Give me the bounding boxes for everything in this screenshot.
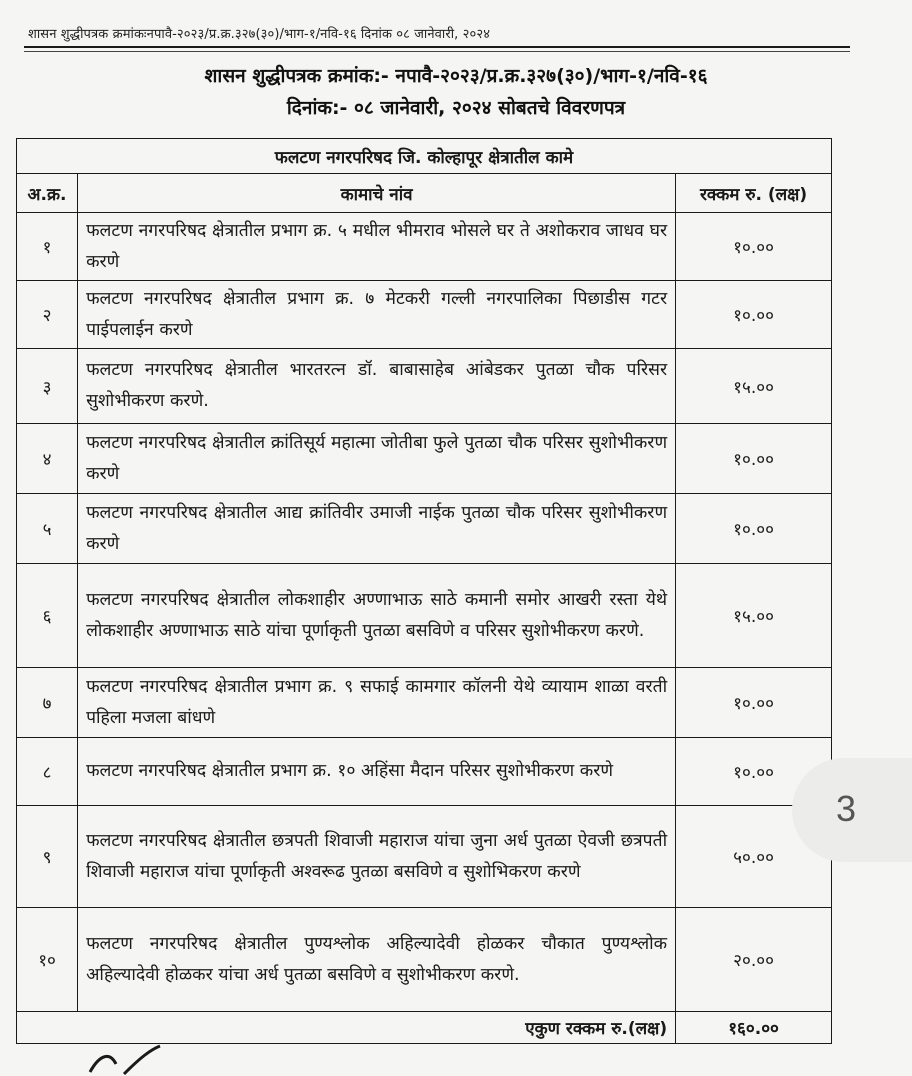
row-amount: १०.००: [676, 668, 832, 738]
row-sr: ८: [17, 738, 78, 806]
table-row: [17, 806, 832, 908]
table-row: [17, 494, 832, 564]
header-rule-thin: [24, 51, 850, 52]
row-work-name: फलटण नगरपरिषद क्षेत्रातील आद्य क्रांतिवीर उमाजी नाईक पुतळा चौक परिसर सुशोभीकरण करणे: [78, 494, 676, 564]
row-amount: १५.००: [676, 349, 832, 424]
row-sr: १०: [17, 908, 78, 1012]
row-sr: २: [17, 281, 78, 349]
row-work-name: फलटण नगरपरिषद क्षेत्रातील प्रभाग क्र. १० अहिंसा मैदान परिसर सुशोभीकरण करणे: [78, 738, 676, 806]
row-amount: १०.००: [676, 424, 832, 494]
row-sr: ९: [17, 806, 78, 908]
signature-mark: [80, 1044, 200, 1076]
row-amount: २०.००: [676, 908, 832, 1012]
row-work-name: फलटण नगरपरिषद क्षेत्रातील प्रभाग क्र. ९ सफाई कामगार कॉलनी येथे व्यायाम शाळा वरती पहिला मजला बांधणे: [78, 668, 676, 738]
row-amount: १०.००: [676, 213, 832, 281]
table-row: [17, 281, 832, 349]
row-amount: १०.००: [676, 494, 832, 564]
table-row: [17, 738, 832, 806]
row-work-name: फलटण नगरपरिषद क्षेत्रातील प्रभाग क्र. ५ मधील भीमराव भोसले घर ते अशोकराव जाधव घर करणे: [78, 213, 676, 281]
row-sr: ५: [17, 494, 78, 564]
table-row: [17, 668, 832, 738]
table-row: [17, 908, 832, 1012]
header-rule: [24, 46, 850, 48]
column-header-amount: रक्कम रु. (लक्ष): [676, 174, 832, 213]
row-amount: १०.००: [676, 281, 832, 349]
table-row: [17, 424, 832, 494]
row-work-name: फलटण नगरपरिषद क्षेत्रातील छत्रपती शिवाजी महाराज यांचा जुना अर्ध पुतळा ऐवजी छत्रपती शिवाजी महाराज यांचा पूर्णाकृती अश्वरूढ पुतळा बसविणे व सुशोभिकरण करणे: [78, 806, 676, 908]
table-row: [17, 349, 832, 424]
total-row: [17, 1012, 832, 1044]
row-sr: ७: [17, 668, 78, 738]
page-number-badge: [792, 758, 912, 862]
document-title-line-1: शासन शुद्धीपत्रक क्रमांक:- नपावै-२०२३/प्र.क्र.३२७(३०)/भाग-१/नवि-१६: [204, 65, 708, 87]
row-work-name: फलटण नगरपरिषद क्षेत्रातील प्रभाग क्र. ७ मेटकरी गल्ली नगरपालिका पिछाडीस गटर पाईपलाईन करणे: [78, 281, 676, 349]
row-amount: १०.००: [676, 738, 832, 806]
row-sr: ४: [17, 424, 78, 494]
column-header-name: कामाचे नांव: [78, 174, 676, 213]
row-work-name: फलटण नगरपरिषद क्षेत्रातील पुण्यश्लोक अहिल्यादेवी होळकर चौकात पुण्यश्लोक अहिल्यादेवी होळकर यांचा अर्ध पुतळा बसविणे व सुशोभीकरण करणे.: [78, 908, 676, 1012]
row-amount: १५.००: [676, 564, 832, 668]
page-number: 3: [836, 788, 857, 829]
row-sr: १: [17, 213, 78, 281]
row-work-name: फलटण नगरपरिषद क्षेत्रातील क्रांतिसूर्य महात्मा जोतीबा फुले पुतळा चौक परिसर सुशोभीकरण करणे: [78, 424, 676, 494]
table-subtitle: फलटण नगरपरिषद जि. कोल्हापूर क्षेत्रातील कामे: [17, 139, 832, 174]
table-row: [17, 213, 832, 281]
row-amount: ५०.००: [676, 806, 832, 908]
total-label: एकुण रक्कम रु.(लक्ष): [17, 1012, 676, 1044]
row-work-name: फलटण नगरपरिषद क्षेत्रातील भारतरत्न डॉ. बाबासाहेब आंबेडकर पुतळा चौक परिसर सुशोभीकरण करणे.: [78, 349, 676, 424]
row-sr: ३: [17, 349, 78, 424]
running-header: शासन शुद्धीपत्रक क्रमांकःनपावै-२०२३/प्र.क्र.३२७(३०)/भाग-१/नवि-१६ दिनांक ०८ जानेवारी, २०२४: [28, 27, 491, 42]
row-sr: ६: [17, 564, 78, 668]
row-work-name: फलटण नगरपरिषद क्षेत्रातील लोकशाहीर अण्णाभाऊ साठे कमानी समोर आखरी रस्ता येथे लोकशाहीर अण्णाभाऊ साठे यांचा पूर्णाकृती पुतळा बसविणे व परिसर सुशोभीकरण करणे.: [78, 564, 676, 668]
table-row: [17, 564, 832, 668]
works-table: [16, 138, 832, 1044]
document-title-line-2: दिनांक:- ०८ जानेवारी, २०२४ सोबतचे विवरणपत्र: [286, 97, 626, 119]
column-header-sr: अ.क्र.: [17, 174, 78, 213]
total-amount: १६०.००: [676, 1012, 832, 1044]
